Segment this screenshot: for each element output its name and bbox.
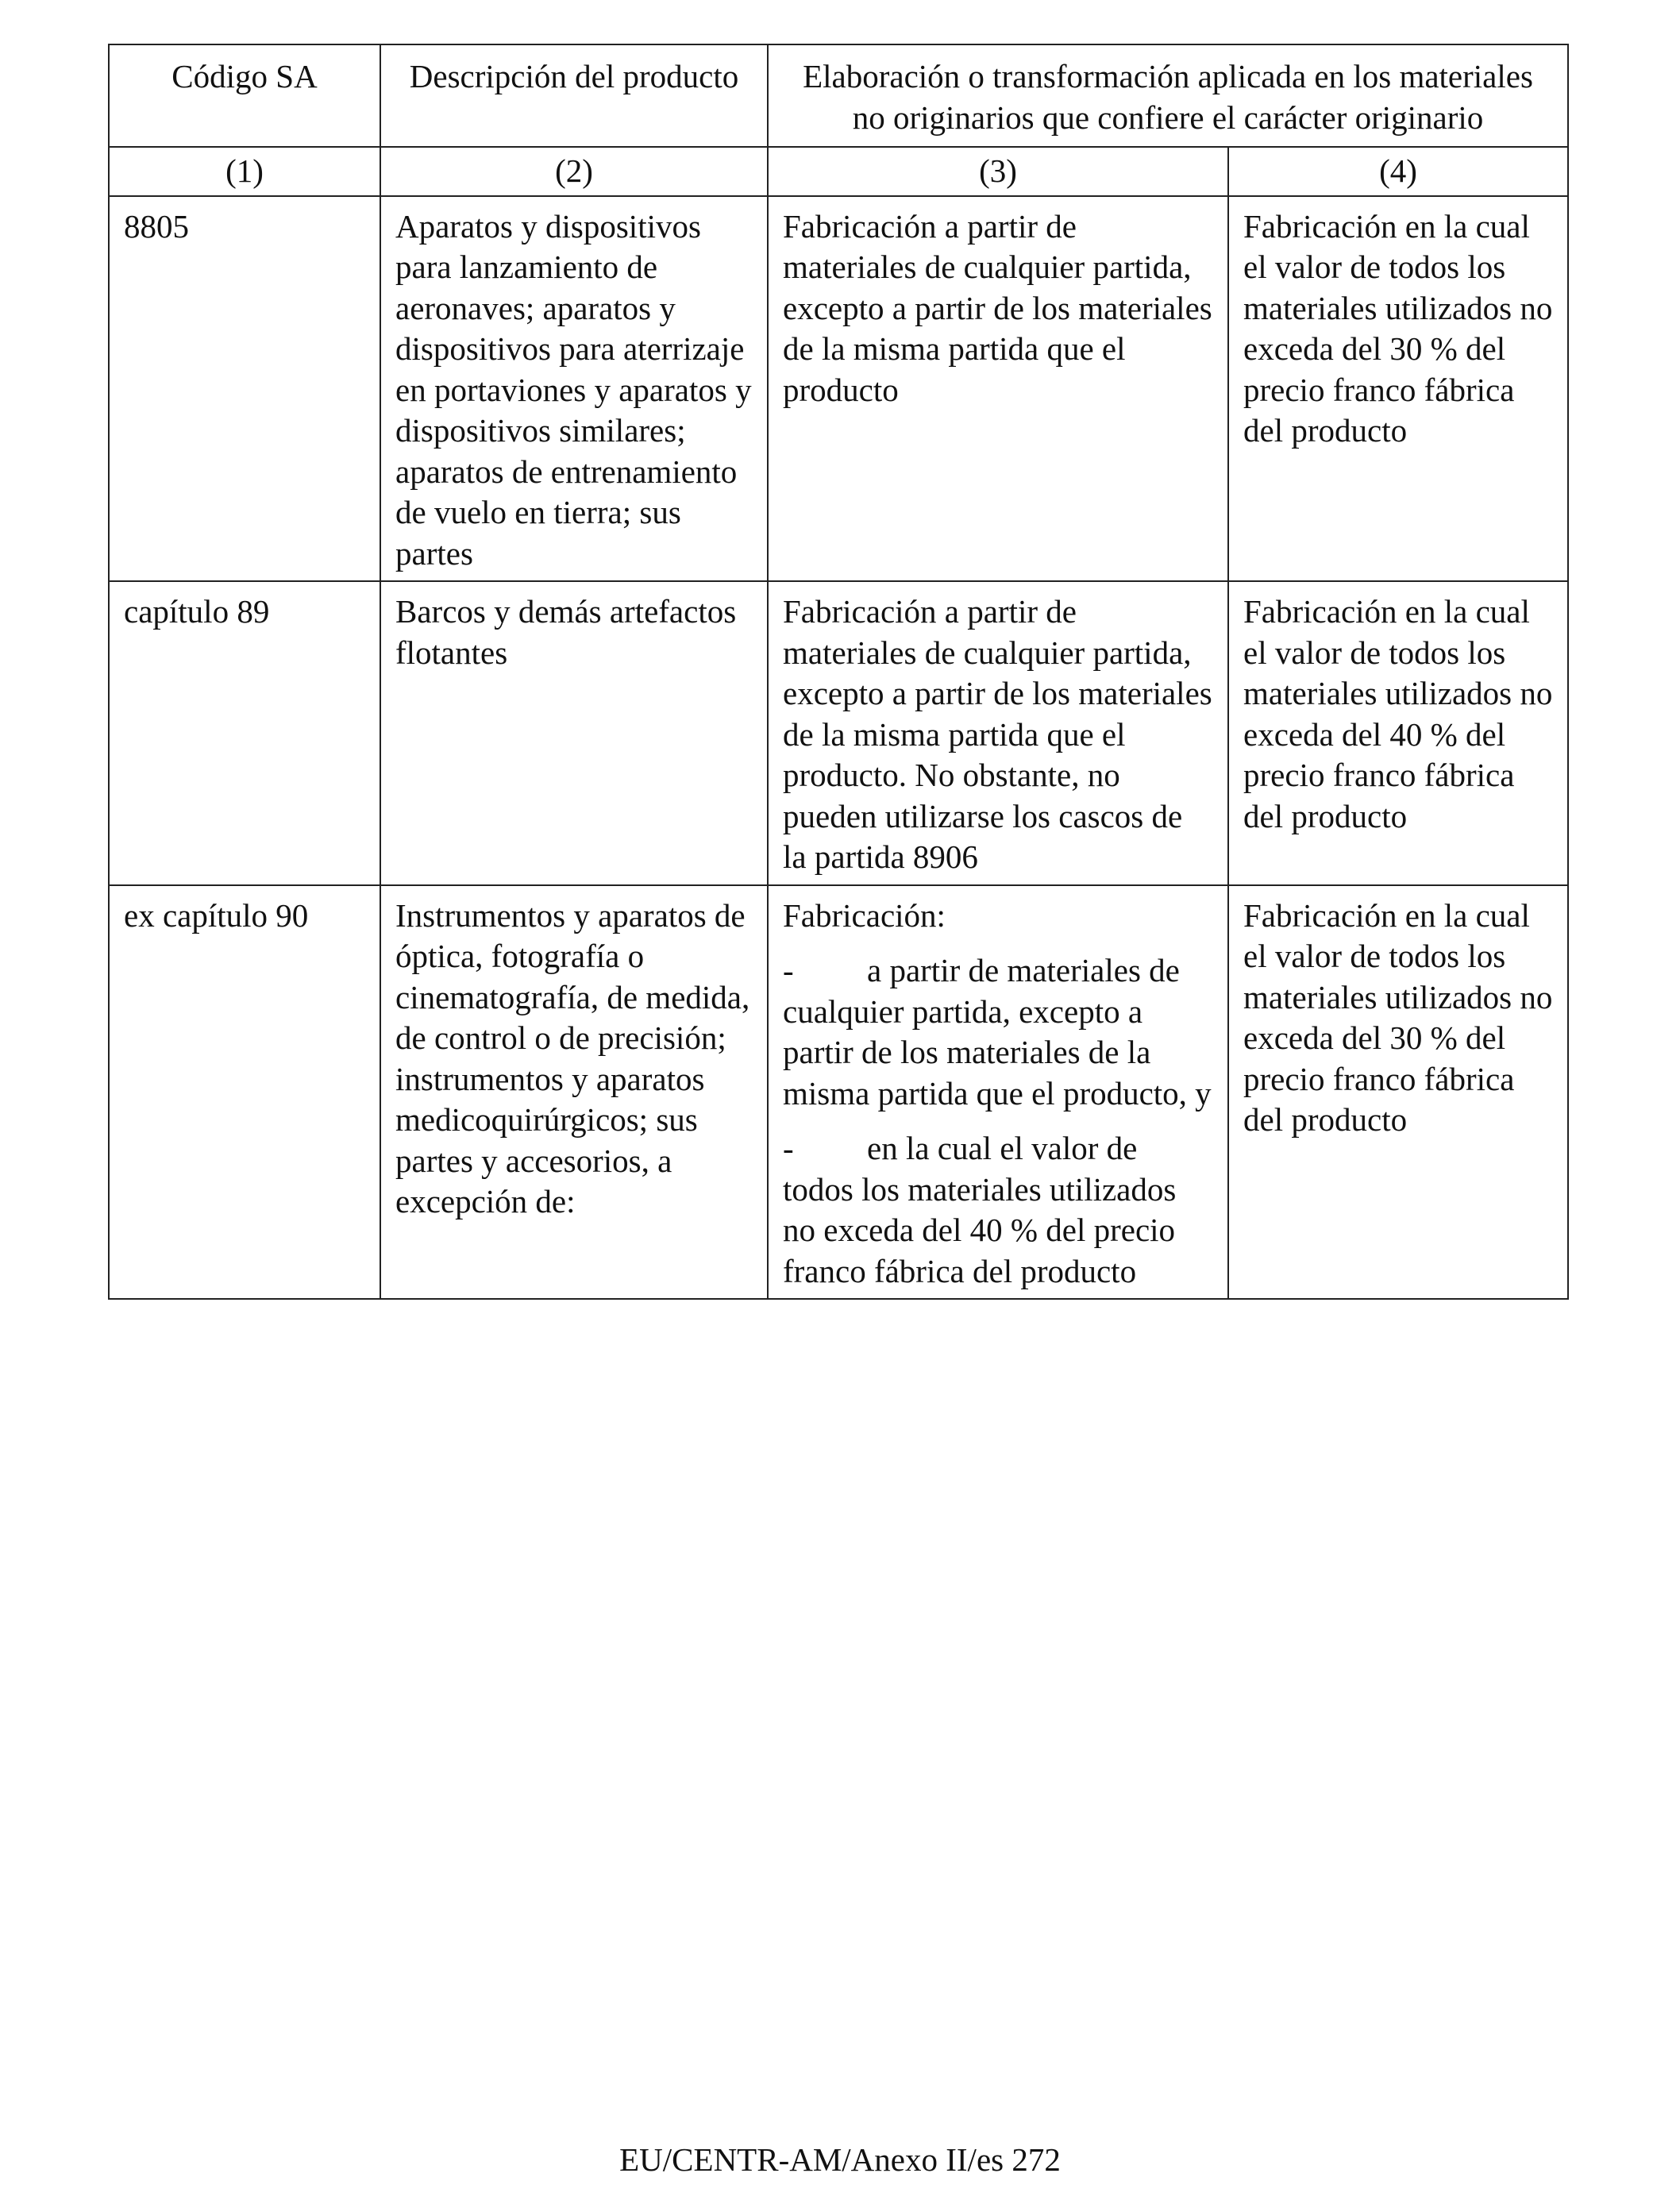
rule-column-3-cell: Fabricación a partir de materiales de cualquier partida, excepto a partir de los materiales de la misma partida que el producto [768,196,1228,582]
column-number-3: (3) [768,147,1228,196]
rule-column-4-cell: Fabricación en la cual el valor de todos los materiales utilizados no exceda del 40 % del precio franco fábrica del producto [1228,581,1568,885]
column-number-4: (4) [1228,147,1568,196]
rule-column-3-cell: Fabricación a partir de materiales de cualquier partida, excepto a partir de los materiales de la misma partida que el producto. No obstante, no pueden utilizarse los cascos de la partida 8906 [768,581,1228,885]
table-header-row [109,44,1568,147]
header-hs-code: Código SA [109,44,380,147]
rule-column-4-cell: Fabricación en la cual el valor de todos los materiales utilizados no exceda del 30 % del precio franco fábrica del producto [1228,885,1568,1300]
table-row [109,581,1568,885]
rule-dash-item [783,1128,1213,1292]
column-number-row [109,147,1568,196]
hs-code-cell: capítulo 89 [109,581,380,885]
table-row [109,196,1568,582]
page-footer: EU/CENTR-AM/Anexo II/es 272 [619,2141,1061,2178]
header-working-processing: Elaboración o transformación aplicada en los materiales no originarios que confiere el carácter originario [768,44,1568,147]
header-product-description: Descripción del producto [380,44,768,147]
origin-rules-table [108,44,1569,1300]
column-number-1: (1) [109,147,380,196]
dash-marker: - [783,952,794,988]
hs-code-cell: 8805 [109,196,380,582]
column-number-2: (2) [380,147,768,196]
description-cell: Instrumentos y aparatos de óptica, fotografía o cinematografía, de medida, de control o de precisión; instrumentos y aparatos medicoquirúrgicos; sus partes y accesorios, a excepción de: [380,885,768,1300]
rule-column-4-cell: Fabricación en la cual el valor de todos los materiales utilizados no exceda del 30 % del precio franco fábrica del producto [1228,196,1568,582]
rule-dash-text: a partir de materiales de cualquier partida, excepto a partir de los materiales de la misma partida que el producto, y [783,952,1212,1112]
rule-dash-text: en la cual el valor de todos los materiales utilizados no exceda del 40 % del precio franco fábrica del producto [783,1130,1177,1289]
description-cell: Barcos y demás artefactos flotantes [380,581,768,885]
dash-marker: - [783,1130,794,1166]
hs-code-cell: ex capítulo 90 [109,885,380,1300]
rule-intro: Fabricación: [783,896,946,934]
rule-column-3-cell [768,885,1228,1300]
rule-dash-item [783,950,1213,1114]
table-row [109,885,1568,1300]
description-cell: Aparatos y dispositivos para lanzamiento de aeronaves; aparatos y dispositivos para aterrizaje en portaviones y aparatos y dispositivos similares; aparatos de entrenamiento de vuelo en tierra; sus partes [380,196,768,582]
